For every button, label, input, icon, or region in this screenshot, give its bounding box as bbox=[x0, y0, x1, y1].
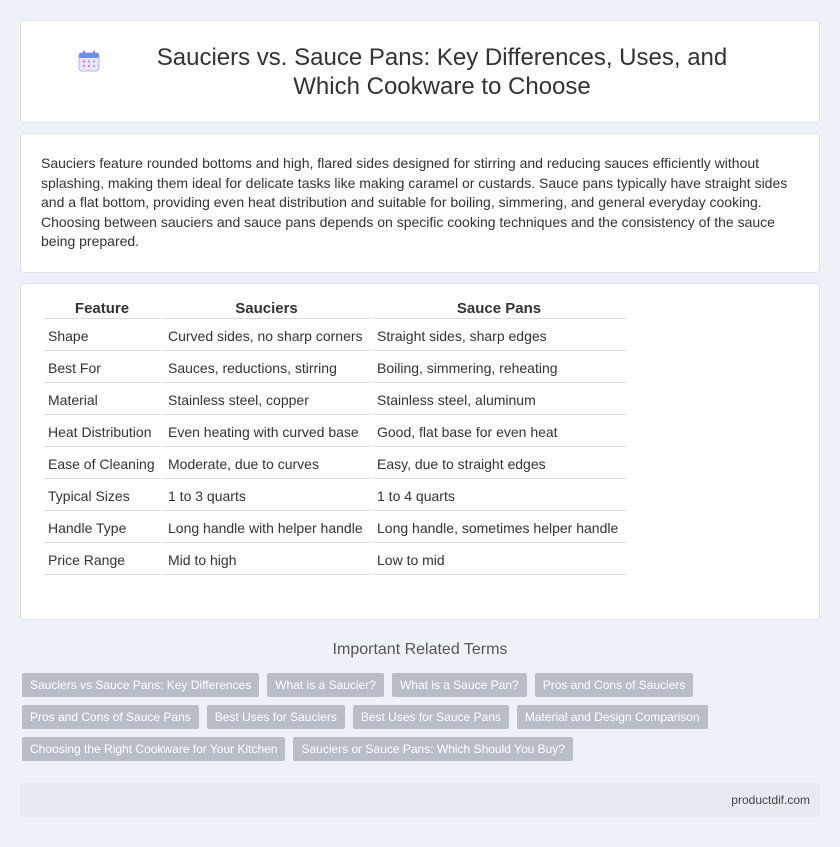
table-cell: Best For bbox=[43, 353, 161, 383]
table-row bbox=[43, 481, 626, 511]
intro-card bbox=[20, 133, 820, 273]
table-cell: Sauces, reductions, stirring bbox=[163, 353, 370, 383]
related-tag[interactable]: What is a Saucier? bbox=[267, 673, 384, 697]
table-cell: Low to mid bbox=[372, 545, 626, 575]
table-cell: Straight sides, sharp edges bbox=[372, 321, 626, 351]
table-cell: Moderate, due to curves bbox=[163, 449, 370, 479]
table-row bbox=[43, 417, 626, 447]
table-cell: Stainless steel, copper bbox=[163, 385, 370, 415]
related-tag[interactable]: What is a Sauce Pan? bbox=[392, 673, 527, 697]
footer-site-name[interactable]: productdif.com bbox=[731, 793, 810, 807]
table-row bbox=[43, 353, 626, 383]
table-cell: Price Range bbox=[43, 545, 161, 575]
intro-paragraph: Sauciers feature rounded bottoms and high, flared sides designed for stirring and reducing sauces efficiently without splashing, making them ideal for delicate tasks like making caramel or custards. Sauce pans typically have straight sides and a flat bottom, providing even heat distribution and suitable for boiling, simmering, and general everyday cooking. Choosing between sauciers and sauce pans depends on specific cooking techniques and the consistency of the sauce being prepared. bbox=[41, 155, 788, 249]
table-cell: Shape bbox=[43, 321, 161, 351]
page-title: Sauciers vs. Sauce Pans: Key Differences, Uses, and Which Cookware to Choose bbox=[156, 43, 728, 100]
table-row bbox=[43, 545, 626, 575]
related-tag[interactable]: Best Uses for Sauce Pans bbox=[353, 705, 509, 729]
table-row bbox=[43, 513, 626, 543]
table-cell: Easy, due to straight edges bbox=[372, 449, 626, 479]
table-cell: Heat Distribution bbox=[43, 417, 161, 447]
column-header: Feature bbox=[43, 296, 161, 319]
table-cell: Stainless steel, aluminum bbox=[372, 385, 626, 415]
related-tag[interactable]: Best Uses for Sauciers bbox=[207, 705, 345, 729]
header-card bbox=[20, 20, 820, 123]
table-cell: Material bbox=[43, 385, 161, 415]
comparison-table bbox=[41, 294, 628, 577]
table-cell: 1 to 3 quarts bbox=[163, 481, 370, 511]
related-tag[interactable]: Pros and Cons of Sauciers bbox=[535, 673, 694, 697]
column-header: Sauciers bbox=[163, 296, 370, 319]
related-tag[interactable]: Material and Design Comparison bbox=[517, 705, 708, 729]
related-tag[interactable]: Pros and Cons of Sauce Pans bbox=[22, 705, 199, 729]
table-cell: Typical Sizes bbox=[43, 481, 161, 511]
related-tag[interactable]: Sauciers vs Sauce Pans: Key Differences bbox=[22, 673, 259, 697]
table-cell: Boiling, simmering, reheating bbox=[372, 353, 626, 383]
table-cell: Mid to high bbox=[163, 545, 370, 575]
related-tag[interactable]: Sauciers or Sauce Pans: Which Should You Buy? bbox=[293, 737, 573, 761]
table-row bbox=[43, 385, 626, 415]
table-header-row bbox=[43, 296, 626, 319]
related-terms-heading: Important Related Terms bbox=[332, 641, 508, 658]
footer bbox=[20, 783, 820, 817]
table-cell: Long handle with helper handle bbox=[163, 513, 370, 543]
table-cell: Handle Type bbox=[43, 513, 161, 543]
table-cell: Even heating with curved base bbox=[163, 417, 370, 447]
comparison-card bbox=[20, 283, 820, 620]
table-cell: Ease of Cleaning bbox=[43, 449, 161, 479]
table-cell: 1 to 4 quarts bbox=[372, 481, 626, 511]
related-tag[interactable]: Choosing the Right Cookware for Your Kitchen bbox=[22, 737, 285, 761]
calendar-icon bbox=[78, 50, 100, 72]
table-cell: Good, flat base for even heat bbox=[372, 417, 626, 447]
table-row bbox=[43, 321, 626, 351]
related-tags bbox=[22, 673, 820, 769]
table-row bbox=[43, 449, 626, 479]
table-cell: Long handle, sometimes helper handle bbox=[372, 513, 626, 543]
table-cell: Curved sides, no sharp corners bbox=[163, 321, 370, 351]
column-header: Sauce Pans bbox=[372, 296, 626, 319]
